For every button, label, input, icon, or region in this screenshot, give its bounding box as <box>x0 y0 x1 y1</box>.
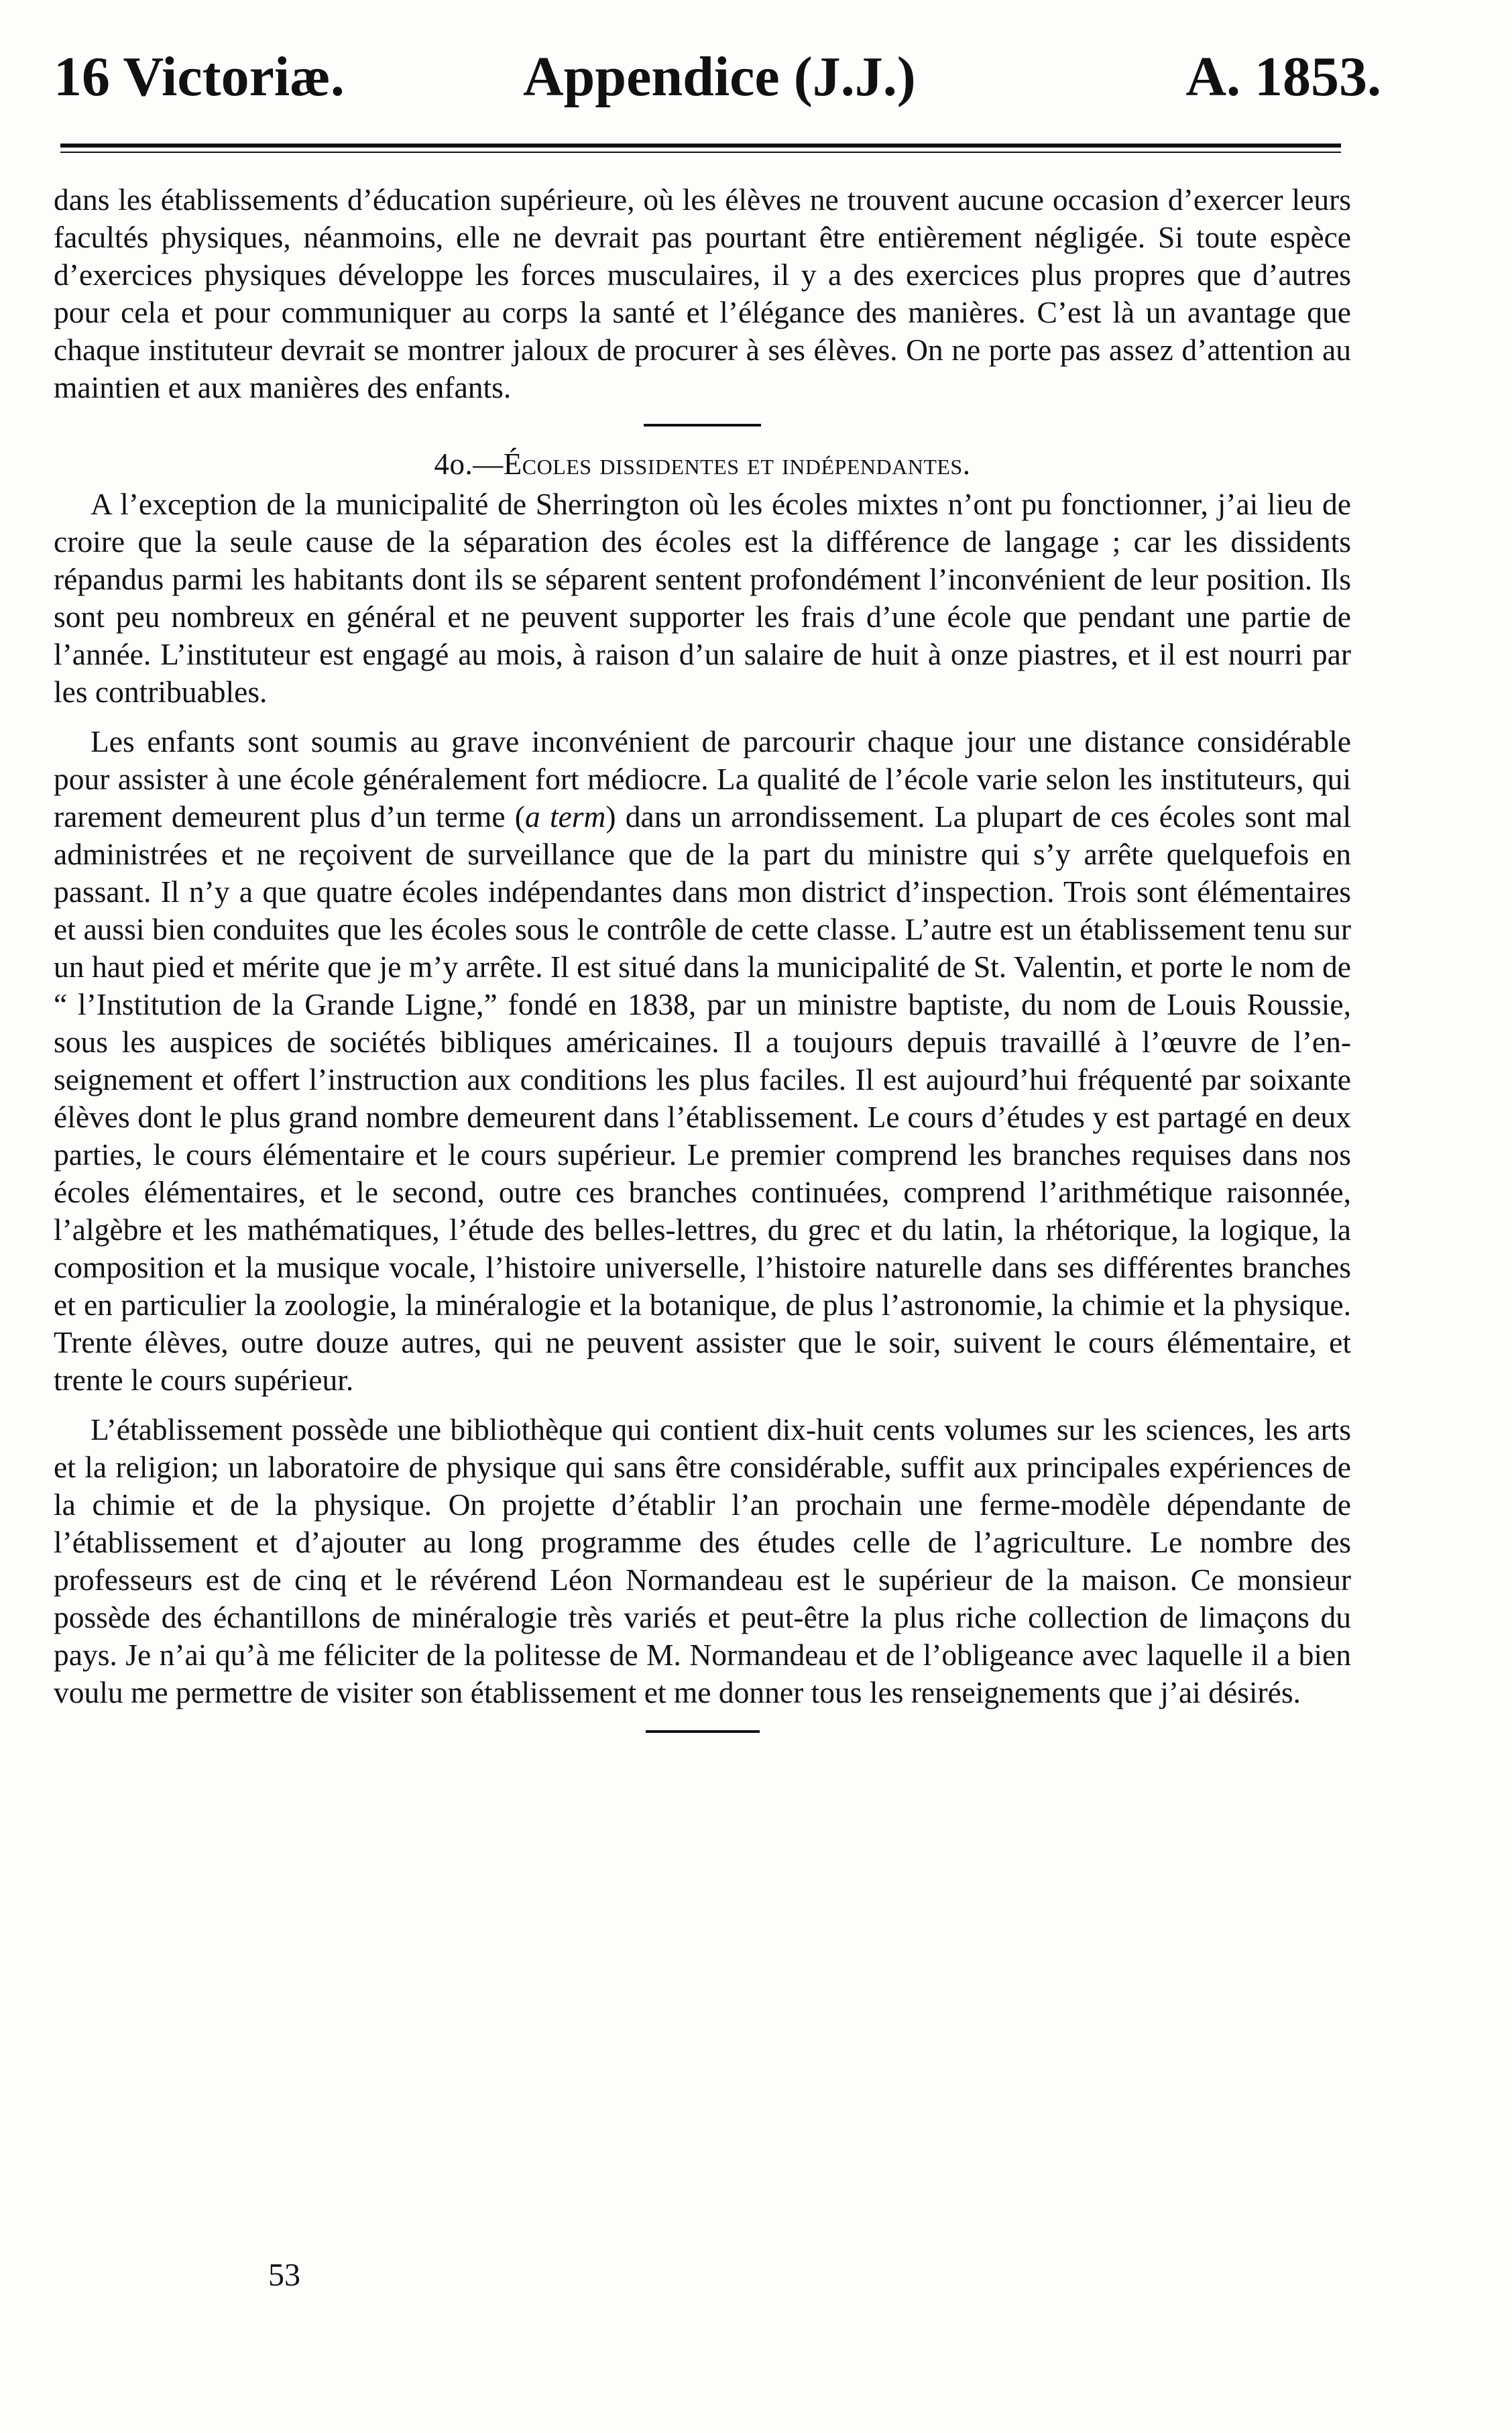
paragraph-grande-ligne <box>54 723 1351 1399</box>
header-appendix-title: Appendice (J.J.) <box>523 46 916 108</box>
page-number: 53 <box>268 2257 300 2293</box>
header-year: A. 1853. <box>1185 46 1381 108</box>
header-rule-thick <box>60 144 1341 148</box>
paragraph-library: L’établissement possède une bibliothèque qui contient dix-huit cents volumes sur les sciences, les arts et la religion; un laboratoire de physique qui sans être considérable, suffit aux principales expériences de la chimie et de la physique. On projette d’établir l’an prochain une ferme-modèle dépendante de l’établissement et d’ajouter au long programme des études celle de l’agriculture. Le nombre des professeurs est de cinq et le révérend Léon Normandeau est le supérieur de la maison. Ce monsieur possède des échantillons de minéralogie très variés et peut-être la plus riche collection de limaçons du pays. Je n’ai qu’à me féliciter de la politesse de M. Normandeau et de l’obligeance avec laquelle il a bien voulu me permettre de visiter son établissement et me donner tous les renseignements que j’ai désirés. <box>54 1412 1351 1709</box>
running-head <box>54 40 1381 114</box>
paragraph-grande-ligne-part1: Les enfants sont soumis au grave inconvénient de parcourir chaque jour une distance considérable pour assister à une école généralement fort médiocre. La qualité de l’école varie selon les instituteurs, qui rarement demeurent plus d’un terme ( <box>54 724 1351 834</box>
paragraph-grande-ligne-part2: ) dans un arrondissement. La plupart de ces écoles sont mal administrées et ne reçoivent de surveillance que de la part du ministre qui s’y arrête quelquefois en passant. Il n’y a que quatre écoles indépendantes dans mon district d’inspection. Trois sont élémentaires et aussi bien conduites que les écoles sous le contrôle de cette classe. L’autre est un établissement tenu sur un haut pied et mérite que je m’y arrête. Il est situé dans la municipalité de St. Valentin, et porte le nom de “ l’Institution de la Grande Ligne,” fondé en 1838, par un ministre baptiste, du nom de Louis Roussie, sous les auspices de sociétés bibliques américaines. Il a toujours depuis travaillé à l’œuvre de l’enseignement et offert l’instruction aux conditions les plus faciles. Il est aujourd’hui fréquenté par soixante élèves dont le plus grand nombre demeurent dans l’établissement. Le cours d’études y est partagé en deux parties, le cours élémentaire et le cours supérieur. Le premier comprend les branches requises dans nos écoles élémentaires, et le second, outre ces branches continuées, comprend l’arithmétique raisonnée, l’algèbre et les mathématiques, l’étude des belles-lettres, du grec et du latin, la rhétorique, la logique, la composition et la musique vocale, l’histoire universelle, l’histoire naturelle dans ses différentes branches et en particulier la zoologie, la minéralogie et la botanique, de plus l’astronomie, la chimie et la physique. Trente élèves, outre douze autres, qui ne peuvent assister que le soir, suivent le cours élémentaire, et trente le cours supérieur. <box>54 799 1352 1397</box>
section-title: Écoles dissidentes et indépendantes. <box>503 447 971 481</box>
header-rule-thin <box>60 152 1341 153</box>
italic-term: a term <box>524 799 606 834</box>
paragraph-sherrington: A l’exception de la municipalité de Sherrington où les écoles mixtes n’ont pu fonctionner, j’ai lieu de croire que la seule cause de la séparation des écoles est la différence de langage ; car les dissidents répandus parmi les habitants dont ils se séparent sentent profondément l’inconvénient de leur position. Ils sont peu nombreux en général et ne peuvent supporter les frais d’une école que pendant une partie de l’année. L’instituteur est engagé au mois, à raison d’un salaire de huit à onze piastres, et il est nourri par les contribuables. <box>54 487 1351 709</box>
section-number: 4o.— <box>434 447 504 481</box>
paragraph-physical-exercise: dans les établissements d’éducation supérieure, où les élèves ne trouvent aucune occasion d’exercer leurs facultés physiques, néanmoins, elle ne devrait pas pourtant être entièrement négligée. Si toute espèce d’exercices physiques développe les forces musculaires, il y a des exercices plus propres que d’autres pour cela et pour communiquer au corps la santé et l’élégance des manières. C’est là un avantage que chaque instituteur devrait se montrer jaloux de procurer à ses élèves. On ne porte pas assez d’attention au maintien et aux manières des enfants. <box>54 182 1351 404</box>
end-rule <box>646 1730 760 1733</box>
section-heading <box>54 445 1351 483</box>
section-divider <box>644 424 761 427</box>
body-text <box>54 181 1351 1733</box>
header-regnal-year: 16 Victoriæ. <box>54 46 345 108</box>
